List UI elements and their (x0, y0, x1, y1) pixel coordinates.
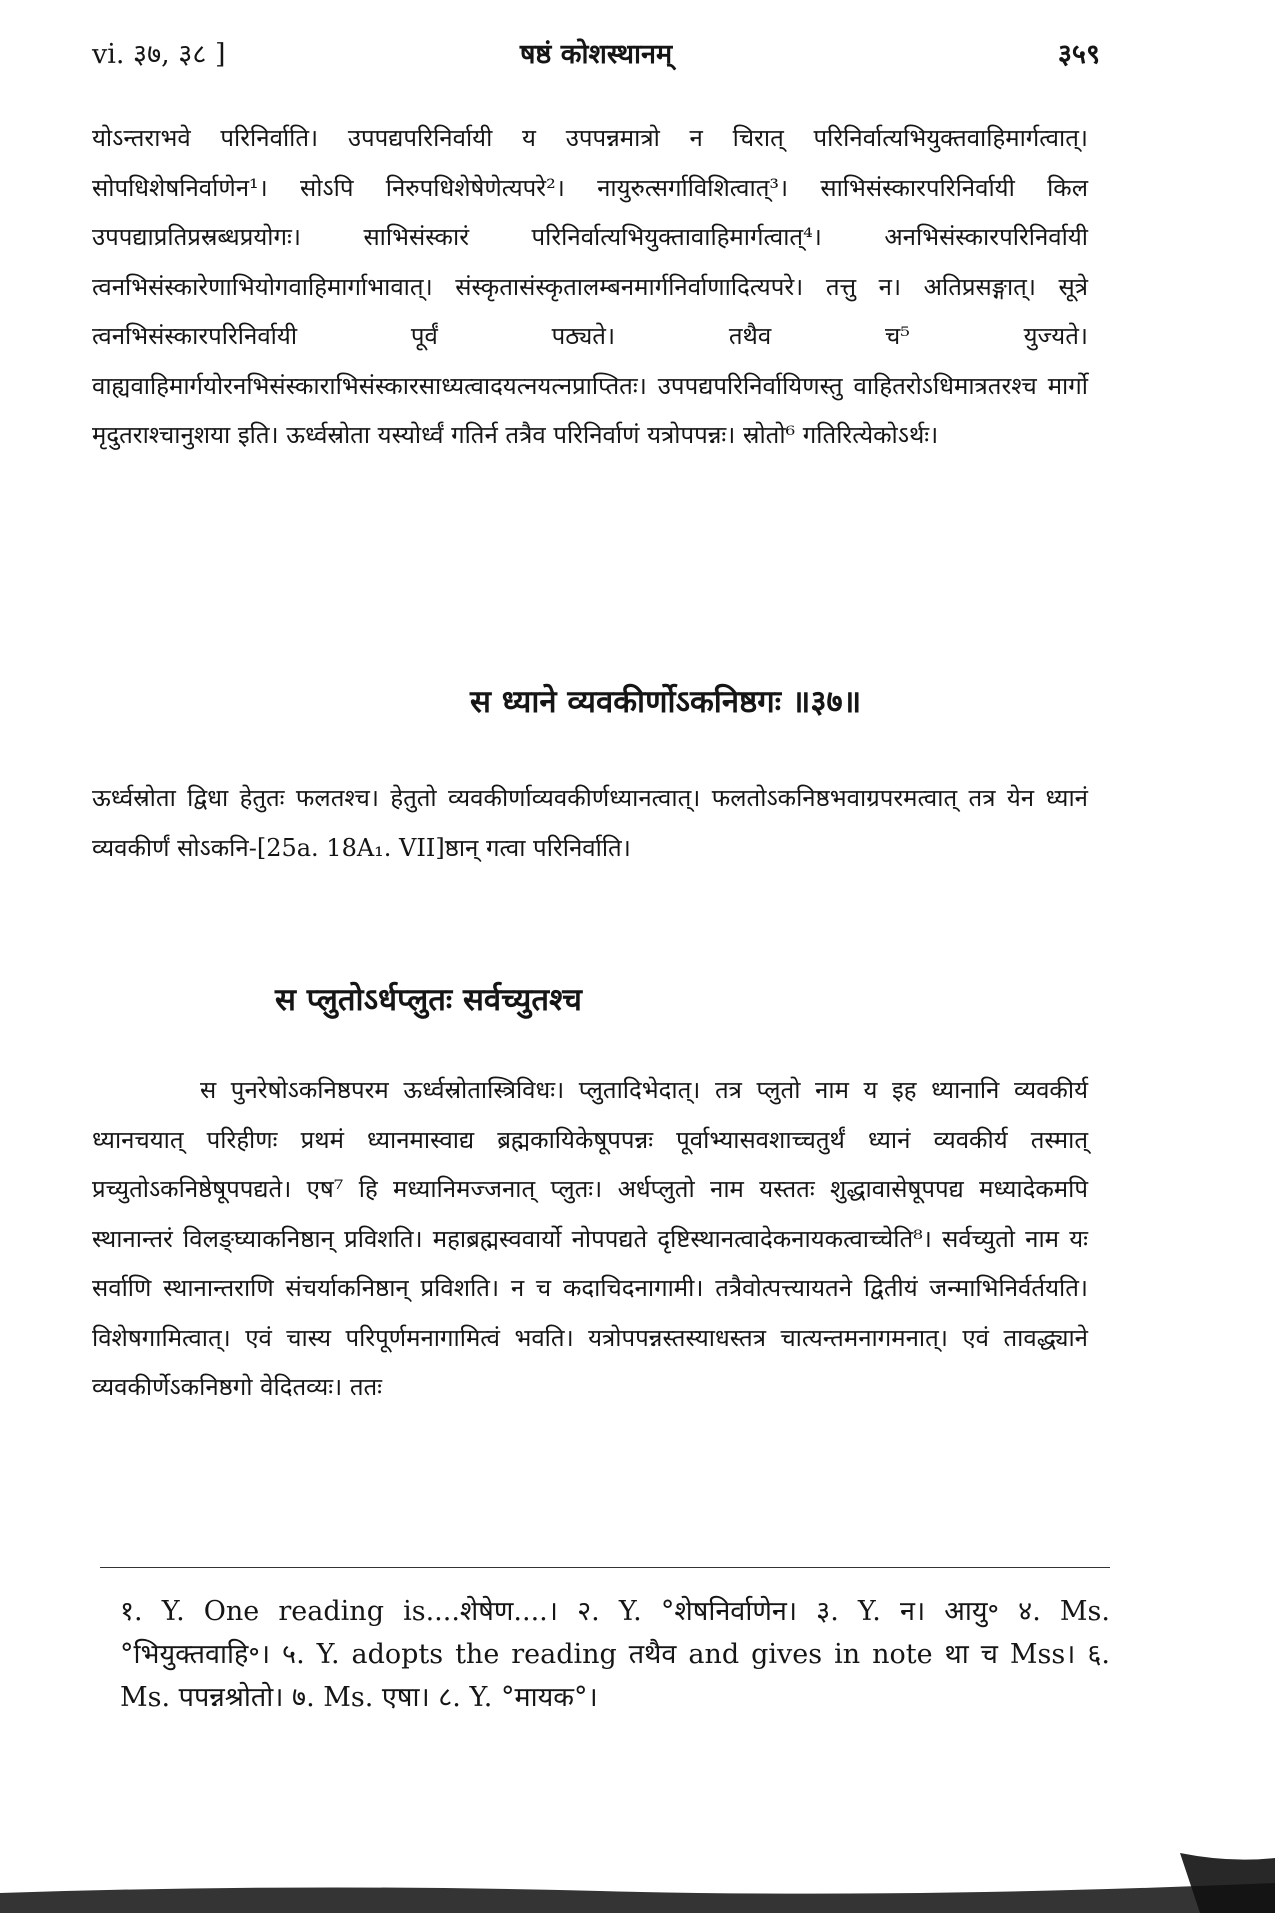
commentary-paragraph-3: स पुनरेषोऽकनिष्ठपरम ऊर्ध्वस्रोतास्त्रिविधः। प्लुतादिभेदात्। तत्र प्लुतो नाम य इह ध्यानानि व्यवकीर्य ध्यानचयात् परिहीणः प्रथमं ध्यानमास्वाद्य ब्रह्मकायिकेषूपपन्नः पूर्वाभ्यासवशाच्चतुर्थं ध्यानं व्यवकीर्य तस्मात् प्रच्युतोऽकनिष्ठेषूपपद्यते। एष⁷ हि मध्यानिमज्जनात् प्लुतः। अर्धप्लुतो नाम यस्ततः शुद्धावासेषूपपद्य मध्यादेकमपि स्थानान्तरं विलङ्घ्याकनिष्ठान् प्रविशति। महाब्रह्मस्ववार्यो नोपपद्यते दृष्टिस्थानत्वादेकनायकत्वाच्चेति⁸। सर्वच्युतो नाम यः सर्वाणि स्थानान्तराणि संचर्याकनिष्ठान् प्रविशति। न च कदाचिदनागामी। तत्रैवोत्पत्त्यायतने द्वितीयं जन्माभिनिर्वर्तयति। विशेषगामित्वात्। एवं चास्य परिपूर्णमनागामित्वं भवति। यत्रोपपन्नस्तस्याधस्तत्र चात्यन्तमनागमनात्। एवं तावद्ध्याने व्यवकीर्णेऽकनिष्ठगो वेदितव्यः। ततः (92, 1076, 1088, 1401)
running-header (92, 34, 1100, 80)
commentary-paragraph-1: योऽन्तराभवे परिनिर्वाति। उपपद्यपरिनिर्वायी य उपपन्नमात्रो न चिरात् परिनिर्वात्यभियुक्तवाहिमार्गत्वात्। सोपधिशेषनिर्वाणेन¹। सोऽपि निरुपधिशेषेणेत्यपरे²। नायुरुत्सर्गाविशित्वात्³। साभिसंस्कारपरिनिर्वायी किल उपपद्याप्रतिप्रस्रब्धप्रयोगः। साभिसंस्कारं परिनिर्वात्यभियुक्तावाहिमार्गत्वात्⁴। अनभिसंस्कारपरिनिर्वायी त्वनभिसंस्कारेणाभियोगवाहिमार्गाभावात्। संस्कृतासंस्कृतालम्बनमार्गनिर्वाणादित्यपरे। तत्तु न। अतिप्रसङ्गात्। सूत्रे त्वनभिसंस्कारपरिनिर्वायी पूर्वं पठ्यते। तथैव च⁵ युज्यते। वाह्यवाहिमार्गयोरनभिसंस्काराभिसंस्कारसाध्यत्वादयत्नयत्नप्राप्तितः। उपपद्यपरिनिर्वायिणस्तु वाहितरोऽधिमात्रतरश्च मार्गो मृदुतराश्चानुशया इति। ऊर्ध्वस्रोता यस्योर्ध्वं गतिर्न तत्रैव परिनिर्वाणं यत्रोपपन्नः। स्रोतो⁶ गतिरित्येकोऽर्थः। (92, 124, 1088, 449)
footnote-rule (100, 1567, 1110, 1568)
running-title: षष्ठं कोशस्थानम् (519, 39, 673, 70)
karika-verse-38a: स प्लुतोऽर्धप्लुतः सर्वच्युतश्च (275, 982, 582, 1018)
karika-verse-37: स ध्याने व्यवकीर्णोऽकनिष्ठगः ॥३७॥ (470, 684, 862, 720)
commentary-paragraph-2: ऊर्ध्वस्रोता द्विधा हेतुतः फलतश्च। हेतुतो व्यवकीर्णाव्यवकीर्णध्यानत्वात्। फलतोऽकनिष्ठभवाग्रपरमत्वात् तत्र येन ध्यानं व्यवकीर्णं सोऽकनि-[25a. 18A₁. VII]ष्ठान् गत्वा परिनिर्वाति। (92, 784, 1088, 862)
page-number: ३५९ (1057, 39, 1100, 70)
scan-edge-shadow (0, 1853, 1275, 1913)
footnotes: १. Y. One reading is....शेषेण....। २. Y. °शेषनिर्वाणेन। ३. Y. न। आयु॰ ४. Ms. °भियुक्तवाहि॰। ५. Y. adopts the reading तथैव and gives in note था च Mss। ६. Ms. पपन्नश्रोतो। ७. Ms. एषा। ८. Y. °मायक°। (120, 1596, 1110, 1713)
section-reference: vi. ३७, ३८ ] (92, 39, 226, 70)
